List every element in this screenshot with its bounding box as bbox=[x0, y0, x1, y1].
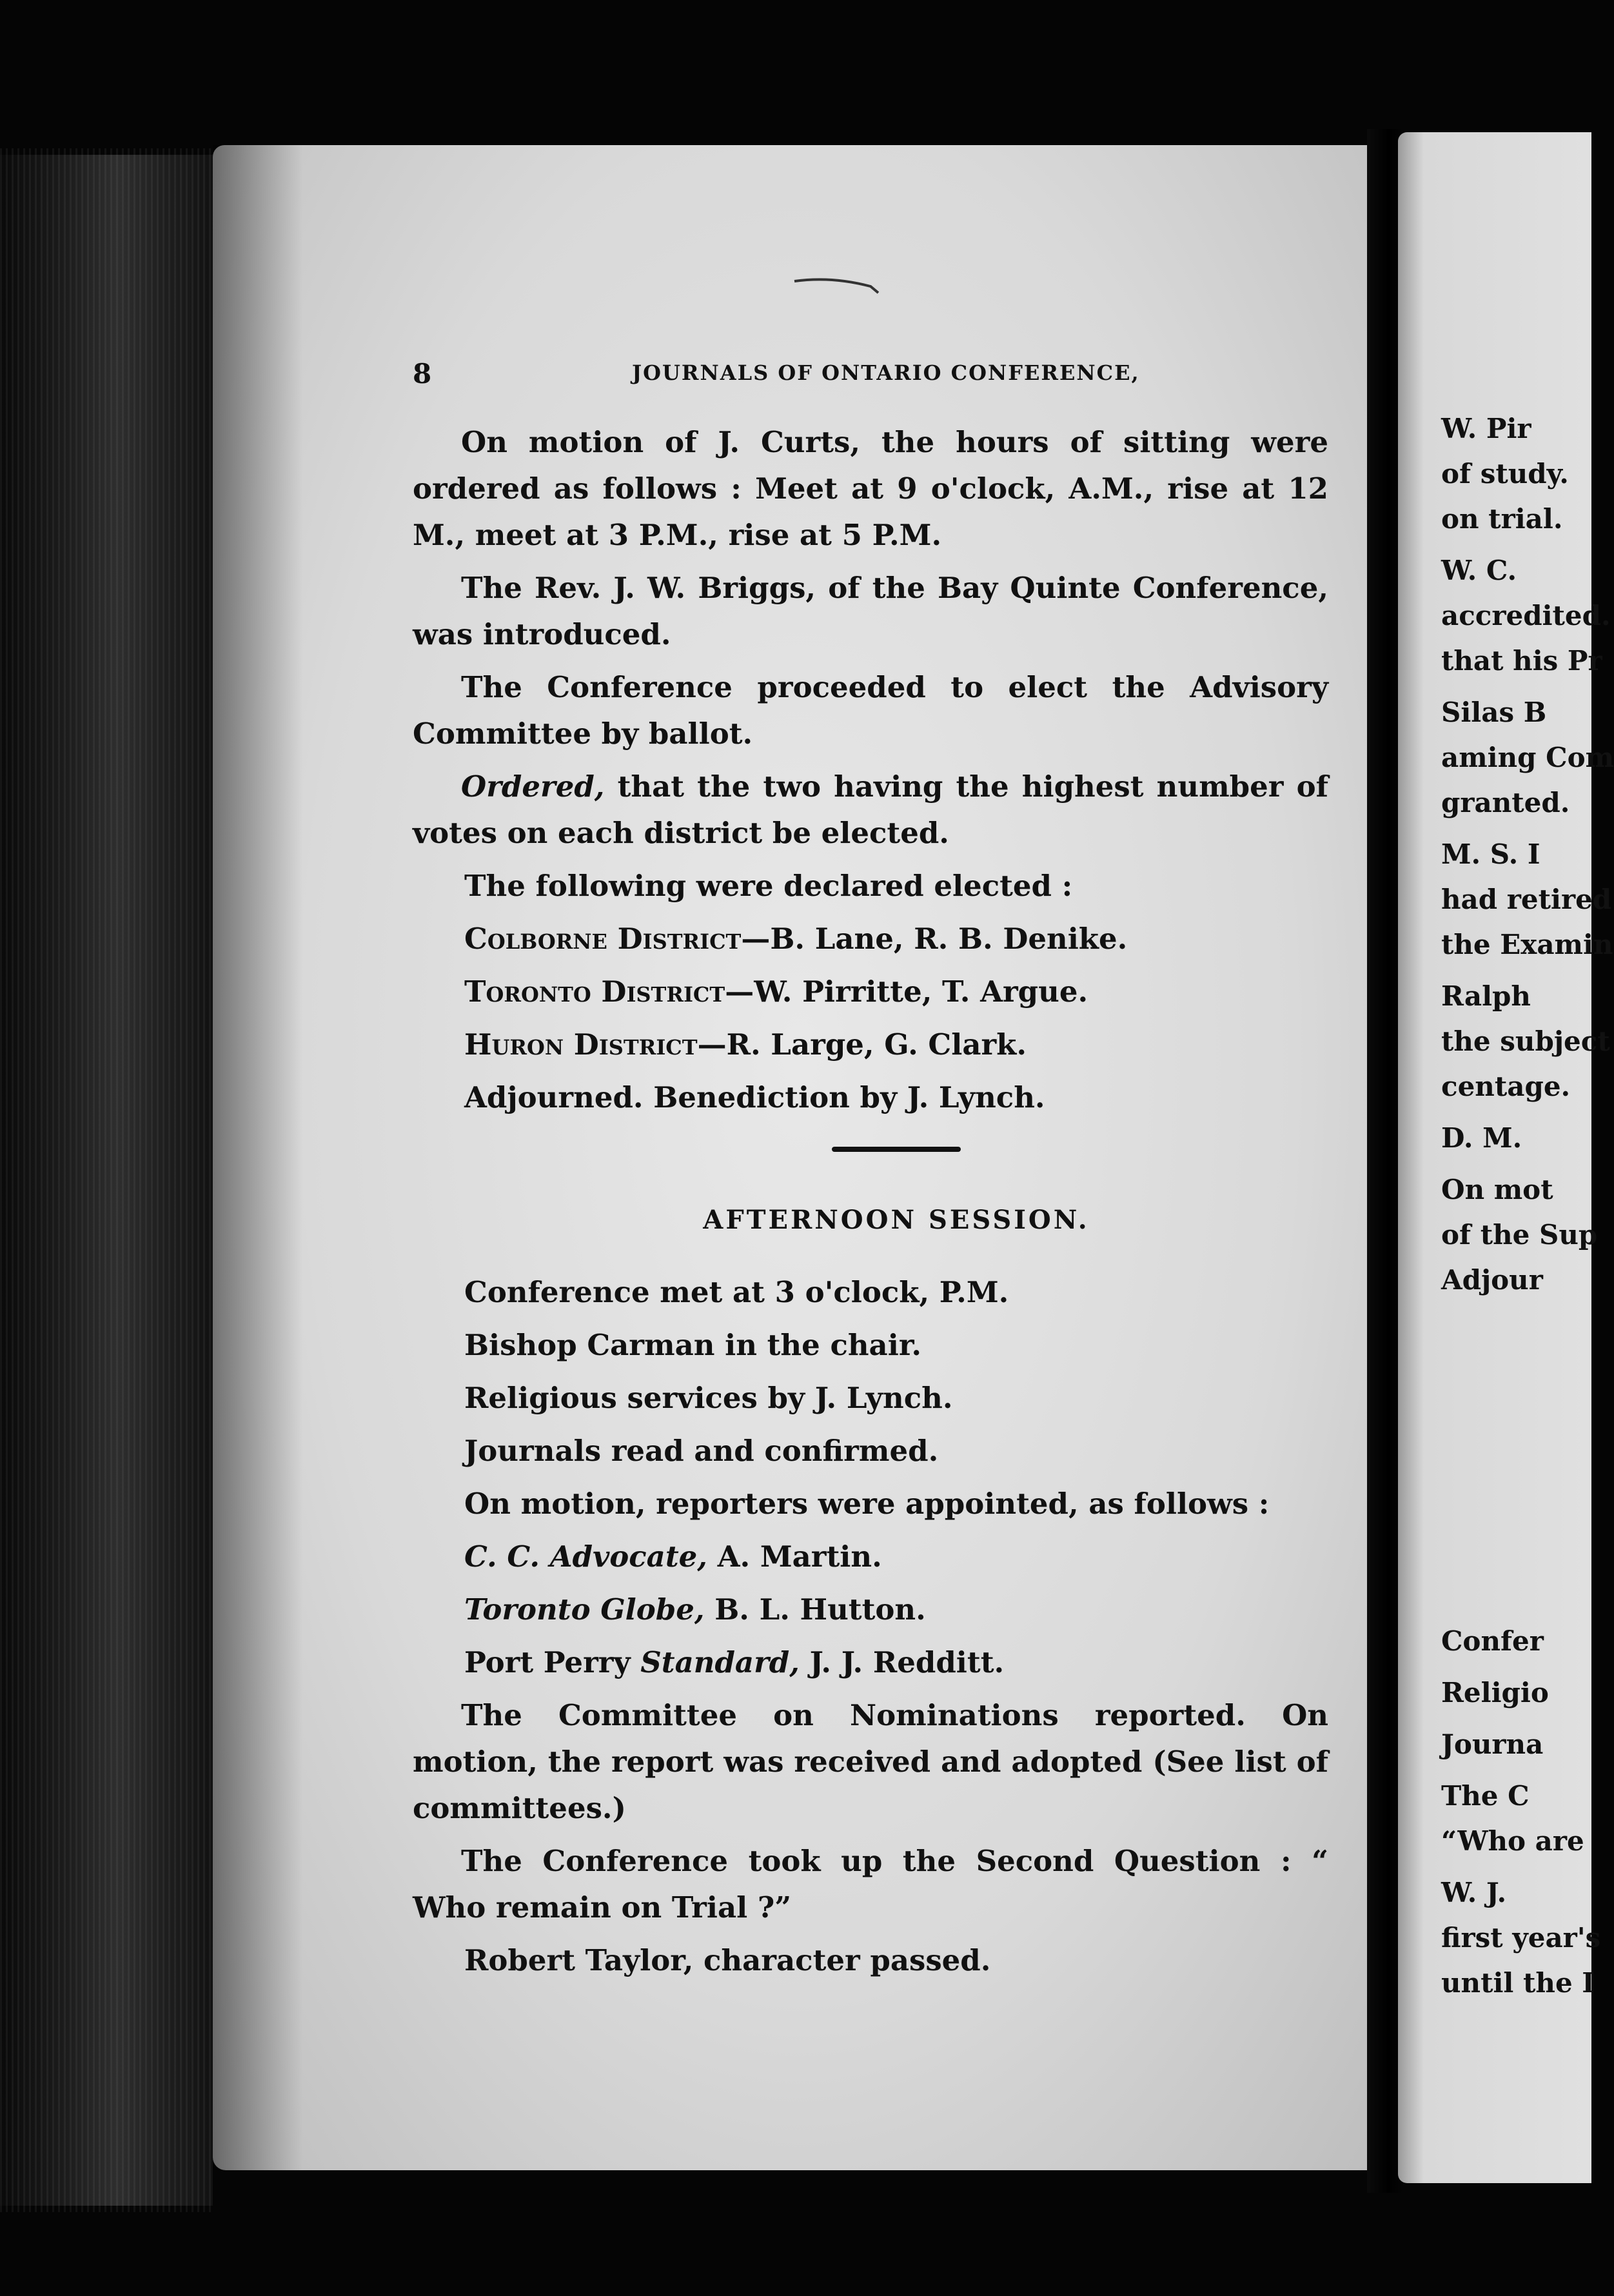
reporter-prefix: Port Perry bbox=[464, 1645, 641, 1679]
district-name: Toronto District bbox=[464, 975, 725, 1009]
declared-elected-line: The following were declared elected : bbox=[464, 869, 1073, 903]
reporter-line bbox=[413, 1639, 1328, 1686]
paragraph-ordered bbox=[413, 764, 1328, 856]
afternoon-line: Conference met at 3 o'clock, P.M. bbox=[464, 1275, 1009, 1309]
paragraph-briggs-introduced: The Rev. J. W. Briggs, of the Bay Quinte Conference, was introduced. bbox=[413, 571, 1328, 651]
right-page-line: of the Sup bbox=[1441, 1219, 1598, 1251]
right-page-line: until the I bbox=[1441, 1967, 1595, 1999]
right-page-line: the subject bbox=[1441, 1025, 1610, 1057]
page-number: 8 bbox=[413, 358, 432, 390]
afternoon-line: Religious services by J. Lynch. bbox=[464, 1381, 953, 1415]
right-page-line: Silas B bbox=[1441, 697, 1547, 728]
afternoon-line: Journals read and confirmed. bbox=[464, 1434, 939, 1468]
right-page-line: Religio bbox=[1441, 1677, 1549, 1708]
paragraph-hours-of-sitting: On motion of J. Curts, the hours of sitting were ordered as follows : Meet at 9 o'clock, A.M., rise at 12 M., meet at 3 P.M., rise at 5 P.M. bbox=[413, 425, 1328, 552]
district-line bbox=[413, 969, 1328, 1015]
right-page-line: that his Pr bbox=[1441, 645, 1602, 677]
running-head: JOURNALS OF ONTARIO CONFERENCE, bbox=[632, 361, 1140, 385]
district-name: Colborne District bbox=[464, 922, 742, 956]
reporter-name: A. Martin. bbox=[707, 1539, 882, 1574]
right-page-line: The C bbox=[1441, 1780, 1530, 1812]
right-page-line: Confer bbox=[1441, 1625, 1544, 1657]
right-page-line: W. J. bbox=[1441, 1877, 1507, 1908]
right-page-line: W. Pir bbox=[1441, 413, 1531, 444]
right-page-line: “Who are bbox=[1441, 1825, 1584, 1857]
right-page-line: Adjour bbox=[1441, 1264, 1543, 1296]
afternoon-line: Bishop Carman in the chair. bbox=[464, 1328, 922, 1362]
ordered-word: Ordered, bbox=[461, 769, 605, 804]
reporter-name: B. L. Hutton. bbox=[704, 1592, 926, 1627]
right-page-line: W. C. bbox=[1441, 555, 1517, 586]
taylor-line: Robert Taylor, character passed. bbox=[464, 1943, 991, 1977]
pen-mark bbox=[793, 277, 883, 297]
right-page-line: centage. bbox=[1441, 1071, 1571, 1102]
right-page-line: first year's bbox=[1441, 1922, 1601, 1954]
right-page-line: M. S. I bbox=[1441, 838, 1540, 870]
ordered-text: that the two having the highest number of votes on each district be elected. bbox=[413, 769, 1328, 850]
right-page-line: D. M. bbox=[1441, 1122, 1522, 1154]
page-edges bbox=[0, 148, 213, 2212]
right-page-line: the Examin bbox=[1441, 929, 1613, 960]
reporter-name: J. J. Redditt. bbox=[799, 1645, 1005, 1679]
reporter-paper: Toronto Globe, bbox=[464, 1592, 705, 1627]
right-page-line: Journa bbox=[1441, 1728, 1544, 1760]
paragraph-second-question: The Conference took up the Second Question : “ Who remain on Trial ?” bbox=[413, 1844, 1328, 1925]
district-members: —R. Large, G. Clark. bbox=[697, 1027, 1027, 1062]
district-line bbox=[413, 1022, 1328, 1068]
right-page-line: aming Com bbox=[1441, 742, 1614, 773]
right-page-line: Ralph bbox=[1441, 980, 1531, 1012]
section-divider bbox=[832, 1147, 961, 1152]
right-page-line: had retired bbox=[1441, 884, 1612, 915]
book-gutter bbox=[1367, 129, 1402, 2193]
district-members: —B. Lane, R. B. Denike. bbox=[741, 922, 1128, 956]
adjourned-line: Adjourned. Benediction by J. Lynch. bbox=[464, 1080, 1045, 1114]
afternoon-line: On motion, reporters were appointed, as follows : bbox=[464, 1487, 1270, 1521]
page-body bbox=[413, 419, 1328, 1990]
section-title: AFTERNOON SESSION. bbox=[703, 1205, 1090, 1235]
reporter-paper: C. C. Advocate, bbox=[464, 1539, 707, 1574]
right-page-line: On mot bbox=[1441, 1174, 1553, 1205]
reporter-paper: Standard, bbox=[640, 1645, 800, 1679]
right-page-line: accredited. bbox=[1441, 600, 1611, 631]
right-page-line: of study. bbox=[1441, 458, 1569, 490]
reporter-line bbox=[413, 1534, 1328, 1580]
page-header bbox=[413, 358, 1367, 397]
district-line bbox=[413, 916, 1328, 962]
right-page-line: granted. bbox=[1441, 787, 1570, 818]
district-name: Huron District bbox=[464, 1027, 698, 1062]
right-page-line: on trial. bbox=[1441, 503, 1563, 535]
paragraph-advisory-committee: The Conference proceeded to elect the Advisory Committee by ballot. bbox=[413, 670, 1328, 751]
paragraph-nominations: The Committee on Nominations reported. On motion, the report was received and adopted (See list of committees.) bbox=[413, 1698, 1328, 1825]
reporter-line bbox=[413, 1587, 1328, 1633]
district-members: —W. Pirritte, T. Argue. bbox=[725, 975, 1088, 1009]
